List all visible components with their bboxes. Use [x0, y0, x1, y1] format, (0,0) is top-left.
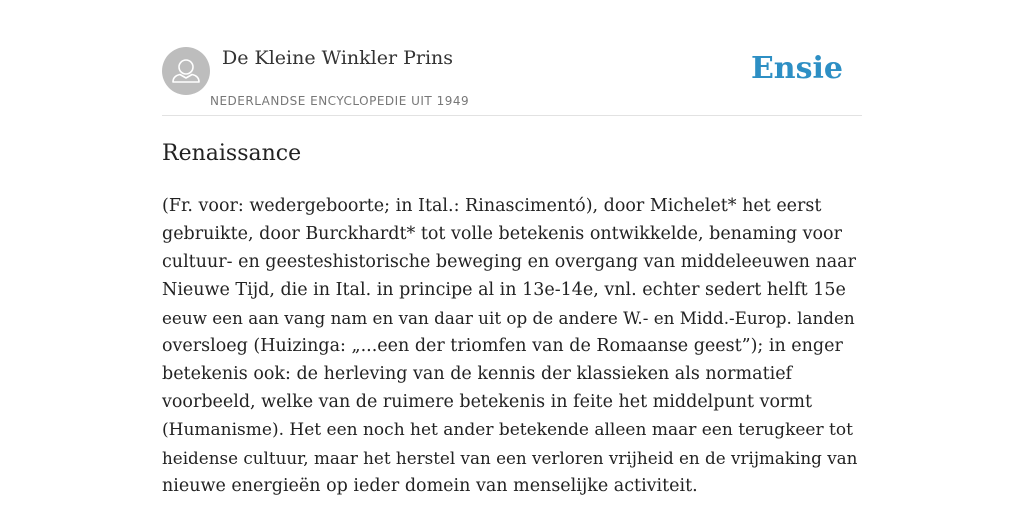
- article-line: voorbeeld, welke van de ruimere betekenis in feite het middelpunt vormt: [162, 392, 813, 412]
- page: [162, 0, 862, 512]
- author-avatar[interactable]: [162, 47, 210, 95]
- ensie-logo[interactable]: Ensie: [750, 51, 843, 86]
- article-body: [162, 192, 862, 500]
- article-line: (Humanisme). Het een noch het ander betekende alleen maar een terugkeer tot: [162, 420, 853, 440]
- header: [162, 0, 862, 116]
- author-subtitle: NEDERLANDSE ENCYCLOPEDIE UIT 1949: [210, 94, 470, 108]
- article-title: Renaissance: [162, 141, 302, 166]
- article-line: gebruikte, door Burckhardt* tot volle betekenis ontwikkelde, benaming voor: [162, 224, 842, 244]
- author-name[interactable]: De Kleine Winkler Prins: [222, 47, 454, 69]
- article-line: nieuwe energieën op ieder domein van menselijke activiteit.: [162, 476, 698, 496]
- user-icon: [162, 47, 210, 95]
- article-line: heidense cultuur, maar het herstel van een verloren vrijheid en de vrijmaking van: [162, 448, 858, 468]
- article-line: eeuw een aan vang nam en van daar uit op de andere W.- en Midd.-Europ. landen: [162, 308, 855, 328]
- article-line: cultuur- en geesteshistorische beweging en overgang van middeleeuwen naar: [162, 252, 856, 272]
- article-line: oversloeg (Huizinga: „...een der triomfen van de Romaanse geest”); in enger: [162, 336, 843, 356]
- article-line: Nieuwe Tijd, die in Ital. in principe al in 13e-14e, vnl. echter sedert helft 15e: [162, 280, 846, 300]
- article-line: (Fr. voor: wedergeboorte; in Ital.: Rinascimentó), door Michelet* het eerst: [162, 196, 822, 216]
- article-line: betekenis ook: de herleving van de kennis der klassieken als normatief: [162, 364, 793, 384]
